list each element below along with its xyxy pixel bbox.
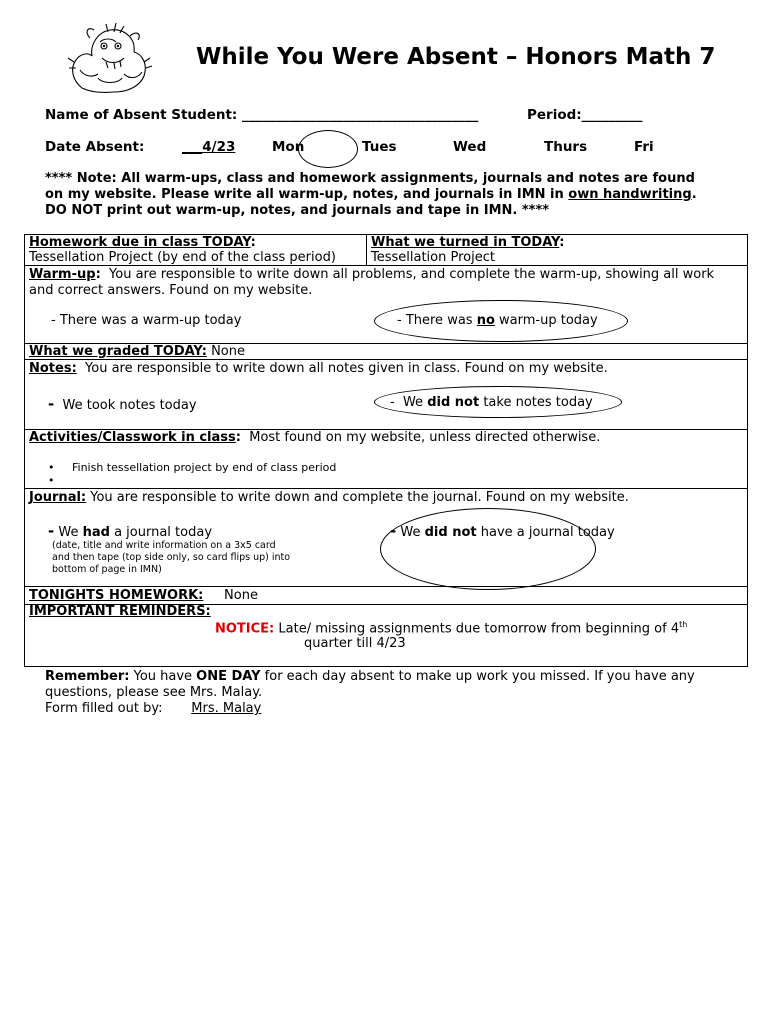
journal-circle-mark <box>380 508 596 590</box>
period-field: Period:_________ <box>527 107 643 123</box>
graded-row <box>29 344 245 359</box>
notes-text: Notes: You are responsible to write down all notes given in class. Found on my website. <box>29 361 608 376</box>
date-value: 4/23 <box>202 139 236 155</box>
note-line-3: DO NOT print out warm-up, notes, and journals and tape in IMN. **** <box>45 203 550 218</box>
warmup-text-1: Warm-up: You are responsible to write down all problems, and complete the warm-up, showing all work <box>29 267 715 282</box>
page-title: While You Were Absent – Honors Math 7 <box>196 44 716 70</box>
warmup-text-2: and correct answers. Found on my website. <box>29 283 313 298</box>
activities-label: Activities/Classwork in class <box>29 430 236 445</box>
form-filled-row <box>45 701 265 716</box>
homework-due-value: Tessellation Project (by end of the class period) <box>29 250 336 265</box>
assignment-table <box>24 234 748 667</box>
student-name-field: Name of Absent Student: ___________________________________ <box>45 107 479 123</box>
reminders-label: IMPORTANT REMINDERS: <box>29 604 211 619</box>
journal-yes-option: - We had a journal today <box>48 522 213 540</box>
notice-label: NOTICE: <box>215 621 275 637</box>
date-absent-value: ___4/23 <box>182 139 236 155</box>
day-fri: Fri <box>634 139 654 155</box>
journal-text: Journal: You are responsible to write down and complete the journal. Found on my website. <box>29 490 629 505</box>
turned-in-label: What we turned in TODAY: <box>371 235 565 250</box>
note-line-2: on my website. Please write all warm-up, notes, and journals in IMN in own handwriting. <box>45 187 697 202</box>
notes-no-option: - We did not take notes today <box>390 395 593 410</box>
notes-label: Notes: <box>29 361 77 376</box>
circled-day-mark <box>298 130 358 168</box>
tonight-homework-row <box>29 588 258 603</box>
turned-in-value: Tessellation Project <box>371 250 495 265</box>
warmup-yes-option: - There was a warm-up today <box>51 313 242 328</box>
activities-item-1: • Finish tessellation project by end of class period <box>48 461 337 474</box>
day-tues: Tues <box>362 139 397 155</box>
notes-yes-option: - We took notes today <box>48 395 197 413</box>
activities-text: Activities/Classwork in class: Most found on my website, unless directed otherwise. <box>29 430 601 445</box>
remember-line-1: Remember: You have ONE DAY for each day absent to make up work you missed. If you have any <box>45 669 695 684</box>
form-filled-label: Form filled out by: <box>45 701 163 716</box>
remember-line-2: questions, please see Mrs. Malay. <box>45 685 263 700</box>
warmup-no-option: - There was no warm-up today <box>397 313 598 328</box>
tonight-homework-value: None <box>224 588 258 603</box>
note-line-1: **** Note: All warm-ups, class and homework assignments, journals and notes are found <box>45 171 695 186</box>
day-thurs: Thurs <box>544 139 588 155</box>
notice-text-2: quarter till 4/23 <box>304 636 406 651</box>
journal-label: Journal: <box>29 490 87 505</box>
form-filled-value: Mrs. Malay <box>191 701 262 716</box>
journal-instructions: (date, title and write information on a 3x5 card and then tape (top side only, so card flips up) into bottom of page in IMN) <box>52 540 291 575</box>
day-wed: Wed <box>453 139 487 155</box>
day-mon: Mon <box>272 139 305 155</box>
graded-value: None <box>211 344 245 359</box>
graded-label: What we graded TODAY: <box>29 344 207 359</box>
remember-label: Remember: <box>45 669 130 684</box>
journal-no-option: - We did not have a journal today <box>390 522 615 540</box>
notes-circle-mark <box>374 386 622 418</box>
tonight-homework-label: TONIGHTS HOMEWORK: <box>29 588 204 603</box>
activities-item-2: • <box>48 474 55 487</box>
bulldog-mascot-icon <box>62 18 158 96</box>
warmup-circle-mark <box>374 300 628 342</box>
homework-due-label: Homework due in class TODAY: <box>29 235 256 250</box>
date-absent-label: Date Absent: <box>45 139 145 155</box>
warmup-label: Warm-up <box>29 267 96 282</box>
notice-text: NOTICE: Late/ missing assignments due tomorrow from beginning of 4th <box>215 620 688 637</box>
